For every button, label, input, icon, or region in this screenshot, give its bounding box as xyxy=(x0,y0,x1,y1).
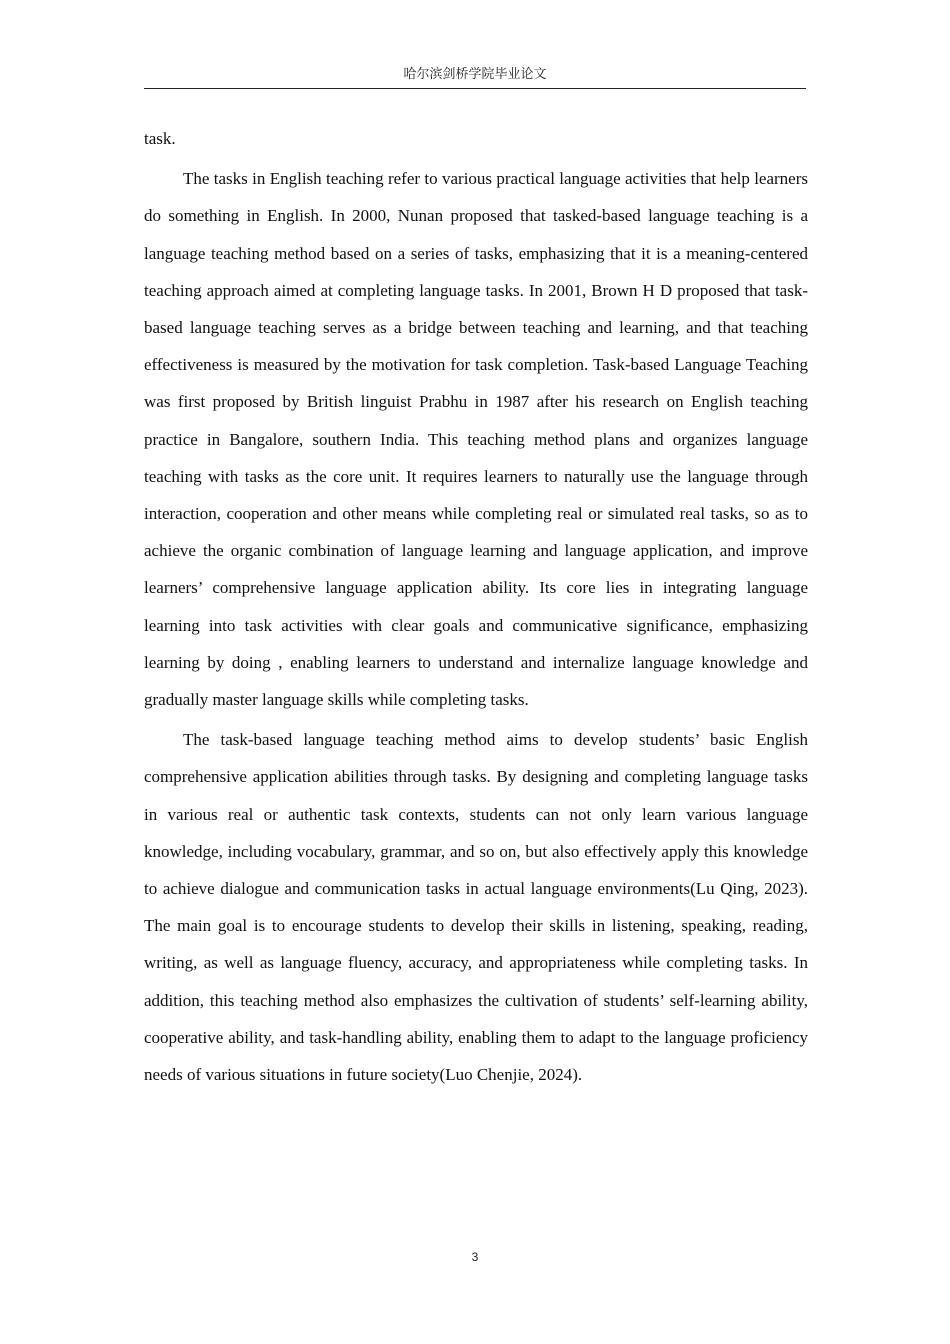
document-body xyxy=(144,120,808,1096)
page-number-text: 3 xyxy=(471,1250,479,1264)
paragraph-task-definition: The tasks in English teaching refer to various practical language activities that help learners do something in English. In 2000, Nunan proposed that tasked-based language teaching is a language teaching method based on a series of tasks, emphasizing that it is a meaning-centered teaching approach aimed at completing language tasks. In 2001, Brown H D proposed that task-based language teaching serves as a bridge between teaching and learning, and that teaching effectiveness is measured by the motivation for task completion. Task-based Language Teaching was first proposed by British linguist Prabhu in 1987 after his research on English teaching practice in Bangalore, southern India. This teaching method plans and organizes language teaching with tasks as the core unit. It requires learners to naturally use the language through interaction, cooperation and other means while completing real or simulated real tasks, so as to achieve the organic combination of language learning and language application, and improve learners’ comprehensive language application ability. Its core lies in integrating language learning into task activities with clear goals and communicative significance, emphasizing learning by doing , enabling learners to understand and internalize language knowledge and gradually master language skills while completing tasks. xyxy=(144,169,808,710)
page-number xyxy=(0,1250,950,1264)
header-title: 哈尔滨剑桥学院毕业论文 xyxy=(403,67,547,82)
paragraph-continuation: task. xyxy=(144,129,176,148)
page-header xyxy=(144,66,806,89)
paragraph-tblt-aims: The task-based language teaching method aims to develop students’ basic English comprehensive application abilities through tasks. By designing and completing language tasks in various real or authentic task contexts, students can not only learn various language knowledge, including vocabulary, grammar, and so on, but also effectively apply this knowledge to achieve dialogue and communication tasks in actual language environments(Lu Qing, 2023). The main goal is to encourage students to develop their skills in listening, speaking, reading, writing, as well as language fluency, accuracy, and appropriateness while completing tasks. In addition, this teaching method also emphasizes the cultivation of students’ self-learning ability, cooperative ability, and task-handling ability, enabling them to adapt to the language proficiency needs of various situations in future society(Luo Chenjie, 2024). xyxy=(144,730,808,1085)
